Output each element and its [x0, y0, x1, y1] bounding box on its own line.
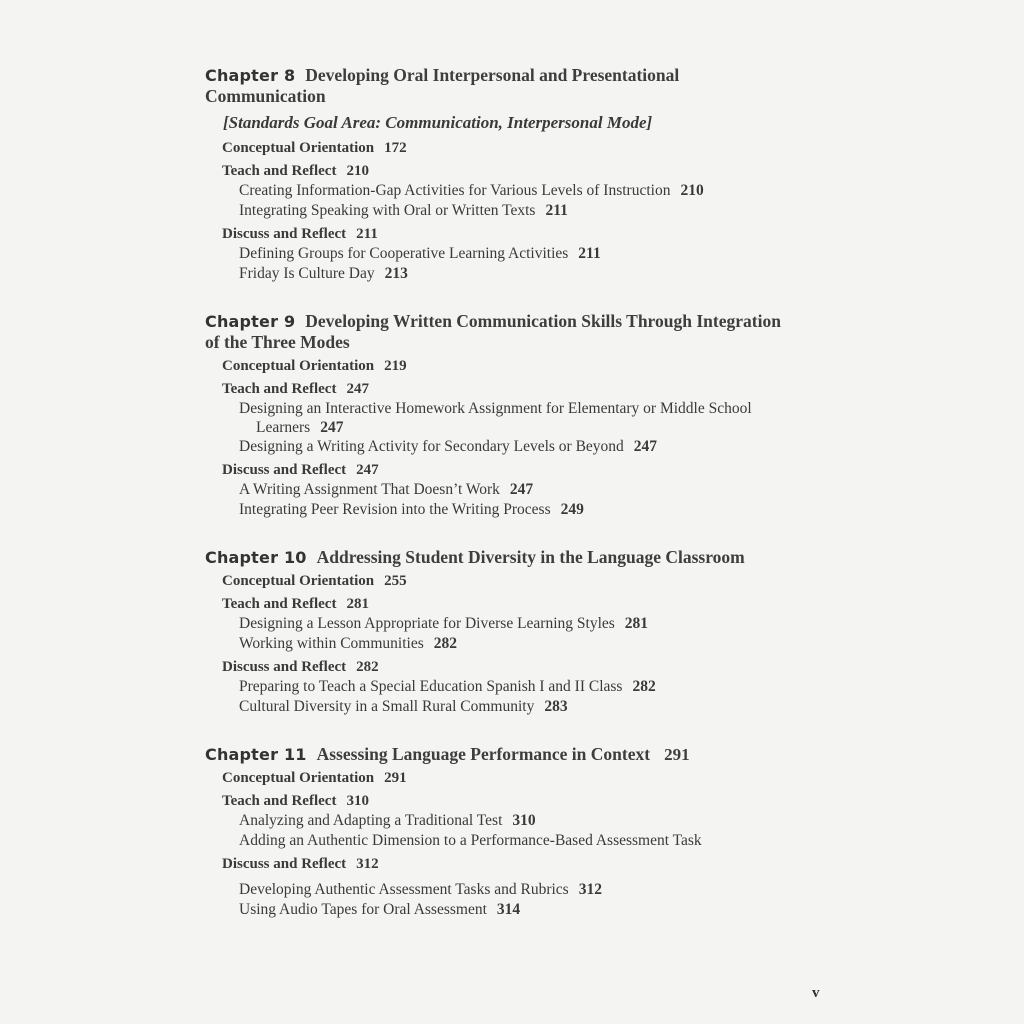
- page-ref: 291: [384, 770, 407, 786]
- list-item: [239, 634, 835, 654]
- chapter-10: [205, 547, 835, 717]
- item-text: Designing an Interactive Homework Assignment for Elementary or Middle School: [239, 400, 752, 417]
- item-text: Adding an Authentic Dimension to a Performance-Based Assessment Task: [239, 832, 702, 849]
- list-item: [239, 244, 835, 264]
- list-item: [239, 181, 835, 201]
- discuss-and-reflect-entry: [222, 657, 835, 677]
- page-ref: 282: [433, 635, 458, 652]
- teach-and-reflect-entry: [222, 791, 835, 811]
- page-ref: 247: [633, 438, 658, 455]
- item-text: Friday Is Culture Day: [239, 265, 375, 282]
- item-text: Designing a Writing Activity for Secondary Levels or Beyond: [239, 438, 624, 455]
- entry-label: Discuss and Reflect: [222, 226, 347, 242]
- page-ref: 281: [624, 615, 649, 632]
- page-ref: 210: [680, 182, 704, 199]
- page-ref: 211: [356, 226, 378, 242]
- chapter-title: Developing Oral Interpersonal and Presentational: [305, 65, 680, 85]
- entry-label: Teach and Reflect: [222, 596, 337, 612]
- entry-label: Teach and Reflect: [222, 793, 337, 809]
- page-ref: 282: [632, 678, 656, 695]
- chapter-label: Chapter 11: [205, 745, 307, 764]
- page-number: v: [812, 985, 820, 1001]
- page-ref: 213: [384, 265, 408, 282]
- item-text: Working within Communities: [239, 635, 424, 652]
- entry-label: Conceptual Orientation: [222, 770, 375, 786]
- page-ref: 210: [346, 163, 369, 179]
- list-item: [239, 480, 835, 500]
- page-ref: 255: [384, 573, 407, 589]
- item-text: Integrating Speaking with Oral or Written Texts: [239, 202, 536, 219]
- list-item: [239, 697, 835, 717]
- entry-label: Conceptual Orientation: [222, 140, 375, 156]
- list-item: [239, 900, 835, 920]
- conceptual-orientation-entry: [222, 768, 835, 788]
- item-text: Analyzing and Adapting a Traditional Test: [239, 812, 503, 829]
- list-item: [239, 437, 835, 457]
- entry-label: Conceptual Orientation: [222, 573, 375, 589]
- item-text: Developing Authentic Assessment Tasks and Rubrics: [239, 881, 569, 898]
- chapter-title-continued: Communication: [205, 86, 326, 106]
- list-item: [239, 500, 835, 520]
- standards-goal-area: [Standards Goal Area: Communication, Interpersonal Mode]: [223, 113, 653, 132]
- entry-label: Teach and Reflect: [222, 381, 337, 397]
- chapter-title: Addressing Student Diversity in the Language Classroom: [316, 547, 745, 567]
- teach-and-reflect-entry: [222, 161, 835, 181]
- entry-label: Conceptual Orientation: [222, 358, 375, 374]
- entry-label: Discuss and Reflect: [222, 462, 347, 478]
- page-ref: 312: [356, 856, 379, 872]
- list-item: [239, 264, 835, 284]
- item-text: Creating Information-Gap Activities for Various Levels of Instruction: [239, 182, 671, 199]
- chapter-page-ref: 291: [664, 745, 690, 764]
- conceptual-orientation-entry: [222, 138, 835, 158]
- page-ref: 310: [346, 793, 369, 809]
- chapter-heading: [205, 65, 835, 107]
- page-ref: 249: [560, 501, 584, 518]
- chapter-title: Developing Written Communication Skills Through Integration: [305, 311, 781, 331]
- page-ref: 211: [545, 202, 568, 219]
- chapter-heading: [205, 311, 835, 353]
- item-text: Preparing to Teach a Special Education Spanish I and II Class: [239, 678, 623, 695]
- teach-and-reflect-entry: [222, 594, 835, 614]
- item-text-continued: Learners: [256, 419, 311, 436]
- chapter-title: Assessing Language Performance in Context: [316, 744, 651, 764]
- entry-label: Discuss and Reflect: [222, 856, 347, 872]
- chapter-label: Chapter 8: [205, 66, 296, 85]
- item-text: Designing a Lesson Appropriate for Diverse Learning Styles: [239, 615, 615, 632]
- list-item: [239, 880, 835, 900]
- entry-label: Discuss and Reflect: [222, 659, 347, 675]
- chapter-heading: [205, 547, 835, 568]
- conceptual-orientation-entry: [222, 571, 835, 591]
- discuss-and-reflect-entry: [222, 854, 835, 874]
- page-ref: 281: [346, 596, 369, 612]
- page-ref: 219: [384, 358, 407, 374]
- discuss-and-reflect-entry: [222, 460, 835, 480]
- page-ref: 247: [320, 419, 344, 436]
- list-item: [239, 831, 835, 851]
- page-ref: 247: [509, 481, 534, 498]
- page-ref: 211: [578, 245, 601, 262]
- item-text: Using Audio Tapes for Oral Assessment: [239, 901, 487, 918]
- item-text: Integrating Peer Revision into the Writing Process: [239, 501, 551, 518]
- list-item: [239, 399, 835, 437]
- page-ref: 283: [544, 698, 568, 715]
- page-ref: 314: [496, 901, 521, 918]
- chapter-label: Chapter 9: [205, 312, 296, 331]
- discuss-and-reflect-entry: [222, 224, 835, 244]
- list-item: [239, 201, 835, 221]
- list-item: [239, 677, 835, 697]
- chapter-title-continued: of the Three Modes: [205, 332, 350, 352]
- page-ref: 172: [384, 140, 407, 156]
- chapter-label: Chapter 10: [205, 548, 307, 567]
- chapter-9: [205, 311, 835, 520]
- conceptual-orientation-entry: [222, 356, 835, 376]
- page-ref: 310: [512, 812, 536, 829]
- chapter-11: [205, 744, 835, 920]
- item-text: A Writing Assignment That Doesn’t Work: [239, 481, 500, 498]
- list-item: [239, 614, 835, 634]
- item-text: Defining Groups for Cooperative Learning Activities: [239, 245, 569, 262]
- page-ref: 312: [578, 881, 602, 898]
- entry-label: Teach and Reflect: [222, 163, 337, 179]
- list-item: [239, 811, 835, 831]
- page-ref: 247: [346, 381, 369, 397]
- item-text: Cultural Diversity in a Small Rural Community: [239, 698, 535, 715]
- teach-and-reflect-entry: [222, 379, 835, 399]
- chapter-8: [205, 65, 835, 284]
- page-ref: 282: [356, 659, 379, 675]
- chapter-heading: [205, 744, 835, 765]
- page-ref: 247: [356, 462, 379, 478]
